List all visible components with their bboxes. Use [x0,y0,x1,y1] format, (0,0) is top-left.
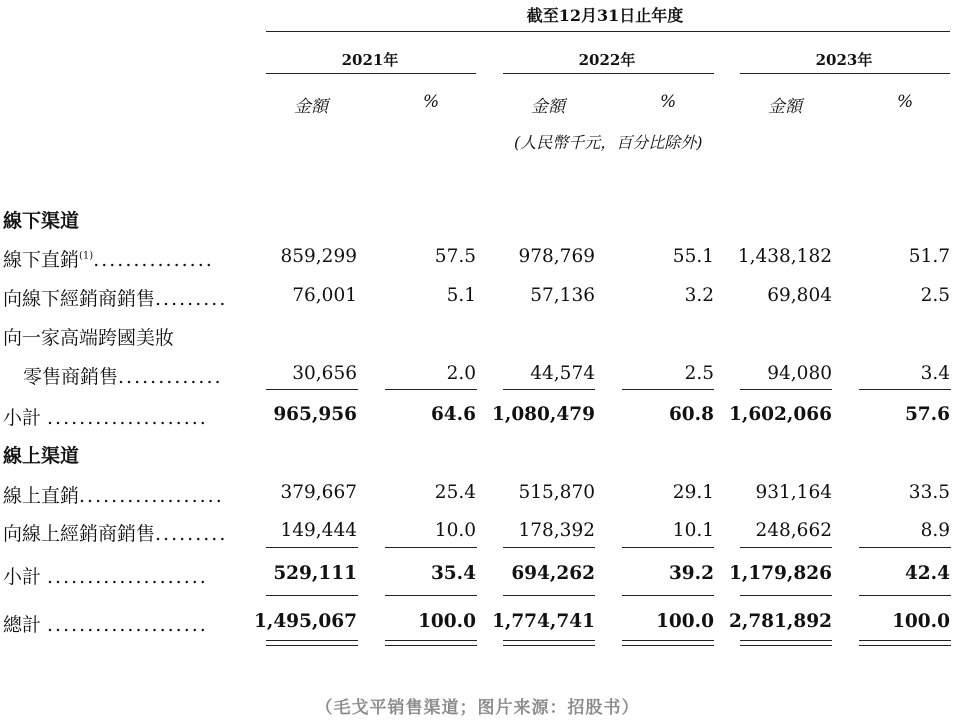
row-label-offline-distributor [3,284,227,311]
cell: 100.0 [418,611,476,632]
footnote-marker: (1) [79,250,94,262]
cell: 29.1 [672,482,714,503]
cell: 100.0 [656,611,714,632]
leader-dots: .................... [47,566,208,588]
leader-dots: ............. [118,366,223,388]
cell: 694,262 [511,563,595,584]
cell: 149,444 [280,520,357,541]
cell: 1,602,066 [729,404,832,425]
cell: 57.5 [434,246,476,267]
row-label-text: 小計 [3,566,42,588]
cell: 931,164 [755,482,832,503]
cell: 64.6 [430,404,476,425]
col-amount-2022: 金額 [531,97,565,117]
cell: 76,001 [292,285,357,306]
double-rule [503,645,595,646]
cell: 94,080 [767,363,832,384]
col-pct-2022: % [660,92,677,112]
subtotal-rule [266,547,358,548]
cell: 2,781,892 [729,611,832,632]
total-rule [385,595,477,596]
row-label-text: 小計 [3,407,42,429]
cell: 3.4 [920,363,950,384]
cell: 379,667 [280,482,357,503]
double-rule [266,645,358,646]
cell: 100.0 [892,611,950,632]
leader-dots: ......... [155,288,228,310]
subtotal-rule [740,547,832,548]
year-rule-2022 [503,73,714,74]
double-rule [859,645,951,646]
cell: 248,662 [755,520,832,541]
cell: 57,136 [530,285,595,306]
cell: 10.1 [672,520,714,541]
double-rule [622,645,714,646]
double-rule [740,645,832,646]
cell: 44,574 [530,363,595,384]
row-label-text: 向線上經銷商銷售 [3,523,156,545]
cell: 25.4 [434,482,476,503]
cell: 515,870 [518,482,595,503]
year-2022: 2022年 [578,51,636,69]
period-heading: 截至12月31日止年度 [526,6,684,25]
total-rule [740,595,832,596]
cell: 2.0 [446,363,476,384]
double-rule [266,640,358,641]
double-rule [859,640,951,641]
row-label-grand-total [3,610,208,637]
subtotal-rule [859,389,951,390]
double-rule [385,640,477,641]
cell: 60.8 [668,404,714,425]
row-label-text: 線下直銷 [3,249,80,271]
total-rule [503,595,595,596]
col-pct-2023: % [897,92,914,112]
total-rule [266,595,358,596]
cell: 529,111 [273,563,357,584]
col-pct-2021: % [423,92,440,112]
row-label-offline-retailer: 向一家高端跨國美妝 [3,327,175,349]
row-label-offline-direct [3,245,214,272]
subtotal-rule [503,389,595,390]
cell: 42.4 [904,563,950,584]
cell: 1,438,182 [737,246,832,267]
cell: 1,495,067 [254,611,357,632]
double-rule [385,645,477,646]
cell: 178,392 [518,520,595,541]
row-label-text: 零售商銷售 [23,366,119,388]
col-amount-2021: 金額 [294,97,328,117]
cell: 33.5 [908,482,950,503]
year-2023: 2023年 [815,51,873,69]
leader-dots: ......... [155,523,228,545]
row-label-offline-retailer-cont [23,362,223,389]
cell: 2.5 [684,363,714,384]
leader-dots: .................. [79,485,224,507]
cell: 30,656 [292,363,357,384]
year-rule-2021 [266,73,476,74]
year-rule-2023 [740,73,950,74]
subtotal-rule [622,389,714,390]
cell: 978,769 [518,246,595,267]
col-amount-2023: 金額 [768,97,802,117]
cell: 39.2 [668,563,714,584]
row-label-online-direct [3,481,224,508]
cell: 5.1 [446,285,476,306]
total-rule [622,595,714,596]
subtotal-rule [859,547,951,548]
leader-dots: .................... [47,614,208,636]
cell: 965,956 [273,404,357,425]
leader-dots: .................... [47,407,208,429]
row-label-offline-subtotal [3,403,208,430]
subtotal-rule [740,389,832,390]
cell: 1,080,479 [492,404,595,425]
cell: 55.1 [672,246,714,267]
year-2021: 2021年 [341,51,399,69]
subtotal-rule [503,547,595,548]
subtotal-rule [385,547,477,548]
row-label-online-subtotal [3,562,208,589]
cell: 1,774,741 [492,611,595,632]
row-label-text: 線上直銷 [3,485,80,507]
cell: 2.5 [920,285,950,306]
double-rule [622,640,714,641]
image-caption: （毛戈平销售渠道；图片来源：招股书） [315,698,640,718]
row-label-text: 向線下經銷商銷售 [3,288,156,310]
double-rule [503,640,595,641]
leader-dots: ............... [93,249,214,271]
total-rule [859,595,951,596]
section-online-title: 線上渠道 [3,445,80,467]
double-rule [740,640,832,641]
unit-note: (人民幣千元，百分比除外) [514,133,703,152]
cell: 10.0 [434,520,476,541]
cell: 35.4 [430,563,476,584]
cell: 51.7 [908,246,950,267]
cell: 8.9 [920,520,950,541]
cell: 1,179,826 [729,563,832,584]
cell: 69,804 [767,285,832,306]
period-rule [266,31,950,32]
section-offline-title: 線下渠道 [3,210,80,232]
subtotal-rule [385,389,477,390]
subtotal-rule [266,389,358,390]
row-label-online-distributor [3,519,227,546]
cell: 859,299 [280,246,357,267]
row-label-text: 總計 [3,614,42,636]
cell: 3.2 [684,285,714,306]
subtotal-rule [622,547,714,548]
cell: 57.6 [904,404,950,425]
